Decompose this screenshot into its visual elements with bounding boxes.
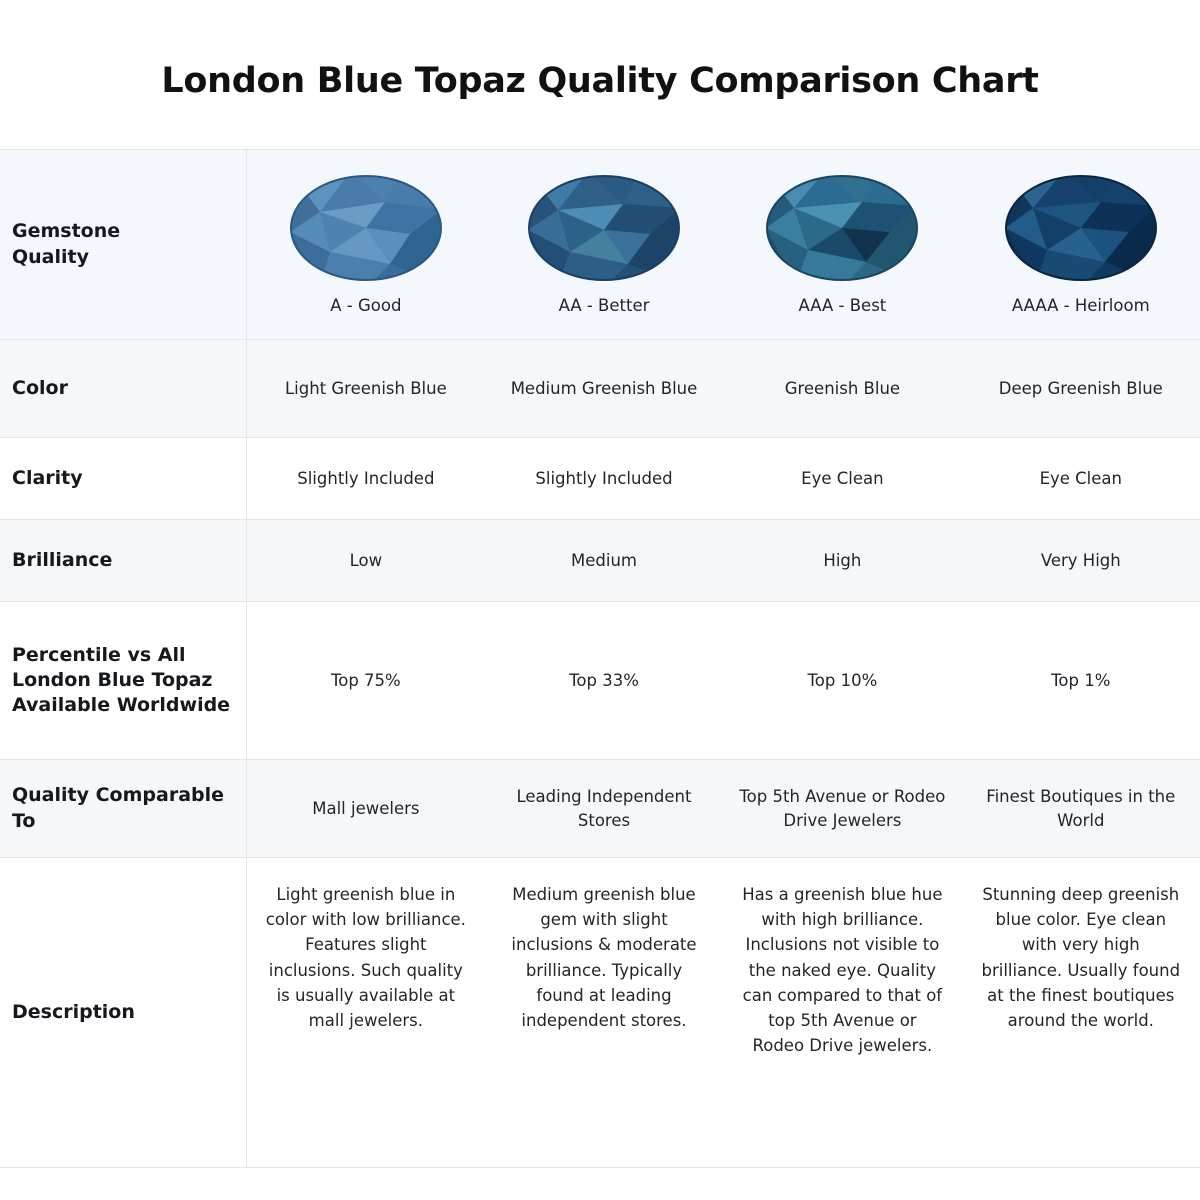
color-value-aa: Medium Greenish Blue (485, 340, 723, 438)
color-value-a: Light Greenish Blue (246, 340, 484, 438)
description-text-aaaa: Stunning deep greenish blue color. Eye clean with very high brilliance. Usually found at the finest boutiques around the world. (981, 885, 1181, 1031)
gem-cell-a (246, 150, 484, 340)
gem-cell-aa (485, 150, 723, 340)
percentile-value-aaaa: Top 1% (962, 602, 1200, 760)
description-text-aaa: Has a greenish blue hue with high brilliance. Inclusions not visible to the naked eye. Quality can compared to that of top 5th Avenue or Rodeo Drive jewelers. (742, 885, 943, 1056)
page-title: London Blue Topaz Quality Comparison Chart (161, 61, 1039, 101)
table-row-description (0, 858, 1200, 1168)
row-label-line2: Quality (12, 245, 89, 268)
row-label-description: Description (0, 858, 246, 1168)
gem-caption-aa: AA - Better (558, 295, 650, 315)
gemstone-icon-aa (528, 172, 680, 284)
comparable-value-aaa: Top 5th Avenue or Rodeo Drive Jewelers (723, 760, 961, 858)
comparable-value-aaaa: Finest Boutiques in the World (962, 760, 1200, 858)
brilliance-value-aa: Medium (485, 520, 723, 602)
comparable-value-a: Mall jewelers (246, 760, 484, 858)
description-cell-aaaa (962, 858, 1200, 1168)
row-label-comparable-to: Quality Comparable To (0, 760, 246, 858)
gem-caption-aaaa: AAAA - Heirloom (1011, 295, 1150, 315)
table-row-percentile (0, 602, 1200, 760)
description-cell-aaa (723, 858, 961, 1168)
row-label-brilliance: Brilliance (0, 520, 246, 602)
table-row-color (0, 340, 1200, 438)
brilliance-value-aaa: High (723, 520, 961, 602)
gem-cell-aaaa (962, 150, 1200, 340)
description-text-a: Light greenish blue in color with low brilliance. Features slight inclusions. Such quality is usually available at mall jewelers. (265, 885, 466, 1031)
table-row-comparable-to (0, 760, 1200, 858)
gemstone-icon-aaaa (1005, 172, 1157, 284)
gem-caption-a: A - Good (330, 295, 402, 315)
row-label-percentile: Percentile vs All London Blue Topaz Available Worldwide (0, 602, 246, 760)
clarity-value-aa: Slightly Included (485, 438, 723, 520)
percentile-value-a: Top 75% (246, 602, 484, 760)
description-cell-aa (485, 858, 723, 1168)
row-label-line1: Gemstone (12, 220, 121, 243)
clarity-value-a: Slightly Included (246, 438, 484, 520)
percentile-value-aa: Top 33% (485, 602, 723, 760)
quality-comparison-table (0, 149, 1200, 1168)
description-text-aa: Medium greenish blue gem with slight inclusions & moderate brilliance. Typically found at leading independent stores. (511, 885, 697, 1031)
table-row-clarity (0, 438, 1200, 520)
comparable-value-aa: Leading Independent Stores (485, 760, 723, 858)
gemstone-icon-a (290, 172, 442, 284)
clarity-value-aaaa: Eye Clean (962, 438, 1200, 520)
percentile-value-aaa: Top 10% (723, 602, 961, 760)
row-label-gemstone-quality (0, 150, 246, 340)
brilliance-value-aaaa: Very High (962, 520, 1200, 602)
color-value-aaa: Greenish Blue (723, 340, 961, 438)
row-label-clarity: Clarity (0, 438, 246, 520)
table-row-gemstone-quality (0, 150, 1200, 340)
gem-cell-aaa (723, 150, 961, 340)
table-row-brilliance (0, 520, 1200, 602)
row-label-color: Color (0, 340, 246, 438)
description-cell-a (246, 858, 484, 1168)
gem-caption-aaa: AAA - Best (798, 295, 887, 315)
color-value-aaaa: Deep Greenish Blue (962, 340, 1200, 438)
gemstone-icon-aaa (766, 172, 918, 284)
brilliance-value-a: Low (246, 520, 484, 602)
clarity-value-aaa: Eye Clean (723, 438, 961, 520)
